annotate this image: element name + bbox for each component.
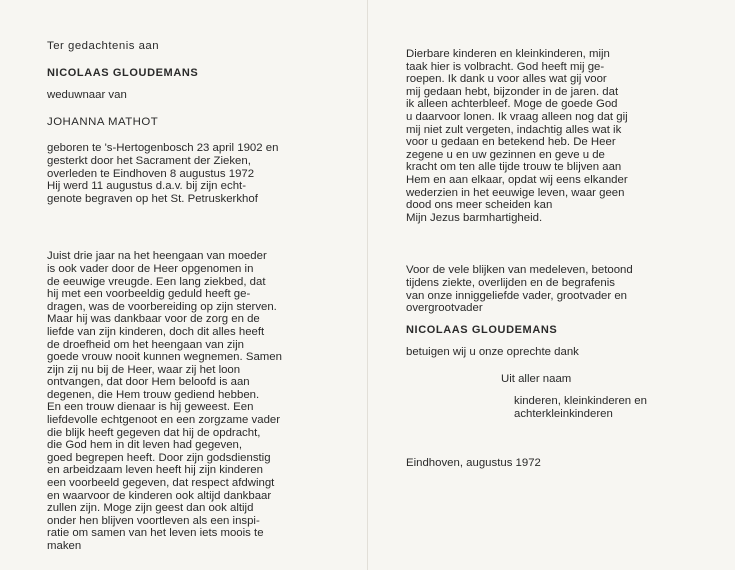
farewell-line: zegene u en uw gezinnen en geve u de bbox=[406, 148, 605, 161]
eulogy-line: ratie om samen van het leven iets moois te bbox=[47, 527, 264, 540]
eulogy-line: onder hen blijven voortleven als een inspi- bbox=[47, 514, 260, 527]
eulogy-line: die blijk heeft gegeven dat hij de opdracht, bbox=[47, 426, 261, 439]
eulogy-line: degenen, die Hem trouw gediend hebben. bbox=[47, 388, 260, 401]
eulogy-line: Juist drie jaar na het heengaan van moeder bbox=[47, 250, 267, 263]
eulogy-line: liefde van zijn kinderen, doch dit alles heeft bbox=[47, 325, 265, 338]
bio-line: gesterkt door het Sacrament der Zieken, bbox=[47, 154, 251, 167]
eulogy-line: goed begrepen heeft. Door zijn godsdienstig bbox=[47, 451, 271, 464]
left-panel bbox=[47, 40, 347, 553]
family-block bbox=[406, 395, 711, 420]
farewell-line: kracht om ten alle tijde trouw te blijven aan bbox=[406, 161, 622, 174]
thanks-close: betuigen wij u onze oprechte dank bbox=[406, 346, 579, 359]
on-behalf-text: Uit aller naam bbox=[501, 372, 572, 385]
thanks-block bbox=[406, 264, 711, 314]
eulogy-line: hij met een voorbeeldig geduld heeft ge- bbox=[47, 288, 251, 301]
farewell-line: ik alleen achterbleef. Moge de goede God bbox=[406, 98, 618, 111]
intro-text: Ter gedachtenis aan bbox=[47, 40, 160, 52]
eulogy-line: ontvangen, dat door Hem beloofd is aan bbox=[47, 376, 250, 389]
eulogy-line: maken bbox=[47, 540, 82, 552]
farewell-line: Dierbare kinderen en kleinkinderen, mijn bbox=[406, 48, 610, 60]
card-fold-line bbox=[367, 0, 368, 570]
farewell-line: roepen. Ik dank u voor alles wat gij voor bbox=[406, 73, 607, 86]
bio-line: geboren te 's-Hertogenbosch 23 april 1902 en bbox=[47, 142, 279, 155]
thanks-line: van onze inniggeliefde vader, grootvader en bbox=[406, 289, 628, 302]
family-line: achterkleinkinderen bbox=[514, 408, 613, 421]
eulogy-line: zijn zij nu bij de Heer, waar zij het loon bbox=[47, 363, 241, 376]
deceased-name-thanks: NICOLAAS GLOUDEMANS bbox=[406, 323, 558, 336]
eulogy-line: is ook vader door de Heer opgenomen in bbox=[47, 262, 254, 275]
farewell-line: u daarvoor lonen. Ik vraag alleen nog dat gij bbox=[406, 110, 628, 123]
eulogy-line: de droefheid om het heengaan van zijn bbox=[47, 338, 244, 351]
farewell-line: Mijn Jezus barmhartigheid. bbox=[406, 211, 543, 224]
farewell-line: mij niet zult vergeten, indachtig alles wat ik bbox=[406, 123, 622, 136]
eulogy-line: een voorbeeld gegeven, dat respect afdwingt bbox=[47, 477, 275, 490]
farewell-line: mij gedaan hebt, bijzonder in de jaren. dat bbox=[406, 85, 619, 98]
farewell-block bbox=[406, 48, 711, 224]
farewell-line: voor u gedaan en betekend heb. De Heer bbox=[406, 136, 616, 149]
family-line: kinderen, kleinkinderen en bbox=[514, 395, 647, 408]
farewell-line: taak hier is volbracht. God heeft mij ge- bbox=[406, 60, 605, 73]
bio-block bbox=[47, 142, 347, 205]
farewell-line: dood ons meer scheiden kan bbox=[406, 199, 553, 212]
eulogy-line: goede vrouw nooit kunnen wegnemen. Samen bbox=[47, 351, 282, 364]
eulogy-line: en arbeidzaam leven heeft hij zijn kinderen bbox=[47, 464, 263, 477]
place-date: Eindhoven, augustus 1972 bbox=[406, 456, 541, 469]
bio-line: Hij werd 11 augustus d.a.v. bij zijn echt- bbox=[47, 180, 247, 193]
deceased-name: NICOLAAS GLOUDEMANS bbox=[47, 66, 199, 79]
thanks-line: tijdens ziekte, overlijden en de begrafenis bbox=[406, 276, 615, 289]
farewell-line: Hem en aan elkaar, opdat wij eens elkander bbox=[406, 173, 628, 186]
eulogy-line: Maar hij was dankbaar voor de zorg en de bbox=[47, 313, 260, 326]
eulogy-line: en waarvoor de kinderen ook altijd dankbaar bbox=[47, 489, 272, 502]
thanks-line: overgrootvader bbox=[406, 302, 483, 315]
spouse-name: JOHANNA MATHOT bbox=[47, 115, 159, 128]
eulogy-line: zullen zijn. Moge zijn geest dan ook altijd bbox=[47, 502, 254, 515]
eulogy-line: de eeuwige vreugde. Een lang ziekbed, dat bbox=[47, 275, 266, 288]
farewell-line: wederzien in het eeuwige leven, waar geen bbox=[406, 186, 625, 199]
thanks-line: Voor de vele blijken van medeleven, betoond bbox=[406, 264, 633, 277]
eulogy-line: dragen, was de voorbereiding op zijn sterven. bbox=[47, 300, 277, 313]
eulogy-line: En een trouw dienaar is hij geweest. Een bbox=[47, 401, 254, 414]
relation-text: weduwnaar van bbox=[47, 89, 127, 102]
eulogy-line: die God hem in dit leven had gegeven, bbox=[47, 439, 243, 452]
bio-line: genote begraven op het St. Petruskerkhof bbox=[47, 192, 258, 205]
bio-line: overleden te Eindhoven 8 augustus 1972 bbox=[47, 167, 255, 180]
eulogy-block bbox=[47, 250, 347, 552]
eulogy-line: liefdevolle echtgenoot en een zorgzame vader bbox=[47, 414, 281, 427]
right-panel bbox=[406, 48, 711, 469]
